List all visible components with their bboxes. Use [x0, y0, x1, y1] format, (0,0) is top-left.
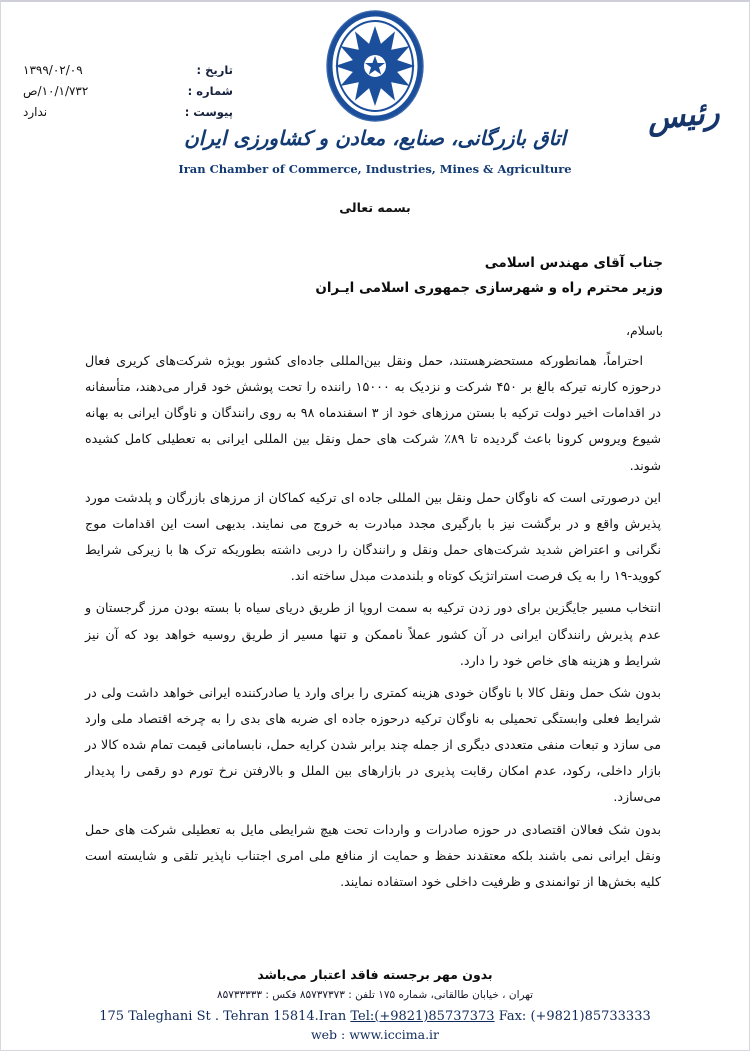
- body-paragraph-3: انتخاب مسیر جایگزین برای دور زدن ترکیه به سمت اروپا از طریق دریای سیاه با بسته بودن مرز گرجستان و عدم پذیرش رانندگان ایرانی در آن کشور عملاً ناممکن و تنها مسیر از طریق روسیه خواهد بود که آن نیز شرایط و هزینه های خاص خود را دارد.: [85, 600, 661, 668]
- chamber-seal-icon: [323, 10, 427, 122]
- signature-title: رئیس: [644, 94, 721, 138]
- footer-address-en: [1, 1007, 749, 1027]
- footer-address-fa: تهران ، خیابان طالقانی، شماره ۱۷۵ تلفن : ۸۵۷۳۷۳۷۳ فکس : ۸۵۷۳۳۳۳۳: [216, 988, 534, 1001]
- basmala: بسمه تعالی: [339, 200, 411, 215]
- letterhead: [1, 2, 749, 192]
- meta-value-date: ۱۳۹۹/۰۲/۰۹: [23, 63, 83, 77]
- body-paragraph-5: بدون شک فعالان اقتصادی در حوزه صادرات و واردات تحت هیچ شرایطی مایل به تعطیلی شرکت های حمل ونقل ایرانی نمی باشند بلکه معتقدند حفظ و حمایت از منافع ملی امری اجتناب ناپذیر تلقی و شایسته است کلیه بخش‌ها از توانمندی و ظرفیت داخلی خود استفاده نمایند.: [85, 821, 661, 889]
- letter-meta-block: [23, 60, 233, 123]
- addressee-block: [1, 251, 663, 301]
- body-paragraph-1: احتراماً، همانطورکه مستحضرهستند، حمل ونقل بین‌المللی جاده‌ای کشور بویژه شرکت‌های کریری فعال درحوزه کارنه تیرکه بالغ بر ۴۵۰ شرکت و نزدیک به ۱۵۰۰۰ راننده را تحت پوشش خود قرار می‌دهند، متأسفانه در اقدامات اخیر دولت ترکیه با بستن مرزهای خود از ۳ اسفندماه ۹۸ به روی رانندگان و ناوگان ایرانی به بهانه شیوع ویروس کرونا باعث گردیده تا ۸۹٪ شرکت های حمل ونقل بین المللی ایرانی به تعطیلی کامل کشیده شوند.: [85, 352, 662, 473]
- letter-footer: [1, 967, 749, 1043]
- body-paragraph-4: بدون شک حمل ونقل کالا با ناوگان خودی هزینه کمتری را برای وارد یا صادرکننده ایرانی خواهد داشت ولی در شرایط فعلی وابستگی تحمیلی به ناوگان ترکیه درحوزه جاده ای ضربه های بدی را به چرخه اقتصاد ملی وارد می سازد و تبعات منفی متعددی دیگری از جمله چند برابر شدن کرایه حمل، نابسامانی قیمت تمام شده کالا در بازار داخلی، رکود، عدم امکان رقابت پذیری در بازارهای بین الملل و بالارفتن نرخ تورم دو رقمی را پدیدار می‌سازد.: [85, 684, 661, 805]
- meta-label-date: تاریخ :: [196, 63, 233, 77]
- addressee-line-1: جناب آقای مهندس اسلامی: [484, 255, 663, 271]
- footer-website[interactable]: web : www.iccima.ir: [310, 1027, 440, 1042]
- greeting: باسلام،: [626, 322, 663, 338]
- addressee-line-2: وزیر محترم راه و شهرسازی جمهوری اسلامی ایـران: [315, 279, 663, 296]
- meta-value-attachment: ندارد: [23, 105, 48, 119]
- body-paragraph-2: این درصورتی است که ناوگان حمل ونقل بین المللی جاده ای ترکیه کماکان از مرزهای بازرگان و پلدشت مورد پذیرش واقع و در برگشت نیز با بارگیری مجدد مبادرت به خروج می نمایند. بدیهی است این اقدامات موج نگرانی و اعتراض شدید شرکت‌های حمل ونقل و رانندگان را دربی داشته بطوریکه ترک ها با زیرکی شرایط کووید-۱۹ را به یک فرصت استراتژیک کوتاه و بلندمدت مبدل ساخته اند.: [85, 489, 661, 584]
- meta-label-attachment: پیوست :: [184, 105, 233, 119]
- letter-body: [85, 348, 661, 895]
- footer-validity-notice: بدون مهر برجسته فاقد اعتبار می‌باشد: [257, 966, 493, 982]
- organization-name-fa: اتاق بازرگانی، صنایع، معادن و کشاورزی ایران: [184, 126, 566, 150]
- footer-address-en-text: 175 Taleghani St . Tehran 15814.Iran: [99, 1008, 351, 1024]
- organization-name-en: Iran Chamber of Commerce, Industries, Mines & Agriculture: [178, 162, 572, 176]
- meta-value-number: ۱۰/۱/۷۳۲/ص: [23, 84, 89, 98]
- meta-row-number: [23, 81, 233, 102]
- meta-row-date: [23, 60, 233, 81]
- footer-telephone-link[interactable]: Tel:(+9821)85737373: [350, 1008, 495, 1024]
- meta-label-number: شماره :: [187, 84, 233, 98]
- meta-row-attachment: [23, 102, 233, 123]
- footer-fax-text: Fax: (+9821)85733333: [494, 1008, 651, 1024]
